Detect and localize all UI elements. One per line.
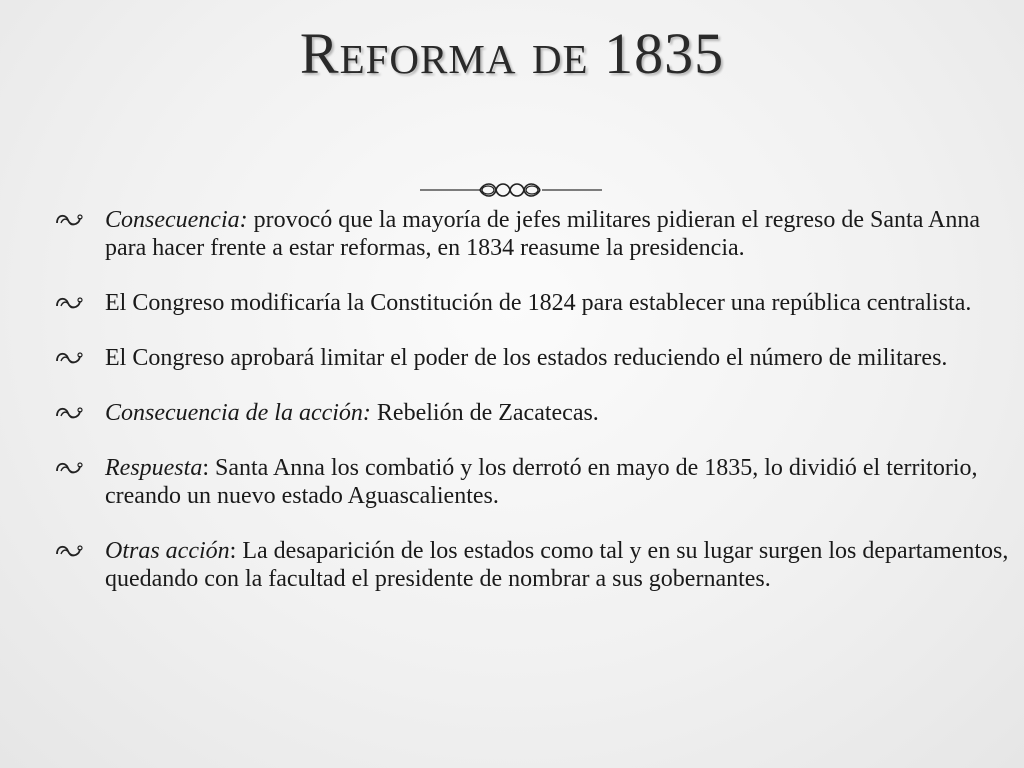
bullet-text: El Congreso aprobará limitar el poder de los estados reduciendo el número de militares. — [105, 345, 948, 371]
bullet-item — [54, 537, 1020, 593]
scroll-ornament-icon — [54, 459, 84, 477]
bullet-label: Consecuencia de la acción: — [105, 400, 371, 426]
bullet-label: Otras acción — [105, 538, 230, 564]
bullet-text: El Congreso modificaría la Constitución de 1824 para establecer una república centralista. — [105, 290, 972, 316]
bullet-text: Rebelión de Zacatecas. — [370, 400, 599, 426]
scroll-ornament-icon — [54, 542, 84, 560]
bullet-label: Consecuencia: — [105, 207, 248, 233]
bullet-list — [54, 206, 1020, 620]
scroll-ornament-icon — [54, 349, 84, 367]
bullet-text: provocó que la mayoría de jefes militares pidieran el regreso de Santa Anna para hacer frente a estar reformas, en 1834 reasume la presidencia. — [105, 207, 981, 261]
bullet-text: : La desaparición de los estados como tal y en su lugar surgen los departamentos, quedando con la facultad el presidente de nombrar a sus gobernantes. — [105, 538, 1009, 592]
bullet-text: : Santa Anna los combatió y los derrotó en mayo de 1835, lo dividió el territorio, creando un nuevo estado Aguascalientes. — [105, 455, 978, 509]
bullet-item — [54, 399, 1020, 427]
bullet-item — [54, 206, 1020, 262]
bullet-item — [54, 344, 1020, 372]
scroll-ornament-icon — [54, 211, 84, 229]
scroll-ornament-icon — [54, 404, 84, 422]
slide-title: Reforma de 1835 — [299, 21, 725, 86]
bullet-item — [54, 289, 1020, 317]
flourish-divider-icon — [418, 178, 604, 202]
bullet-item — [54, 454, 1020, 510]
bullet-label: Respuesta — [105, 455, 203, 481]
scroll-ornament-icon — [54, 294, 84, 312]
